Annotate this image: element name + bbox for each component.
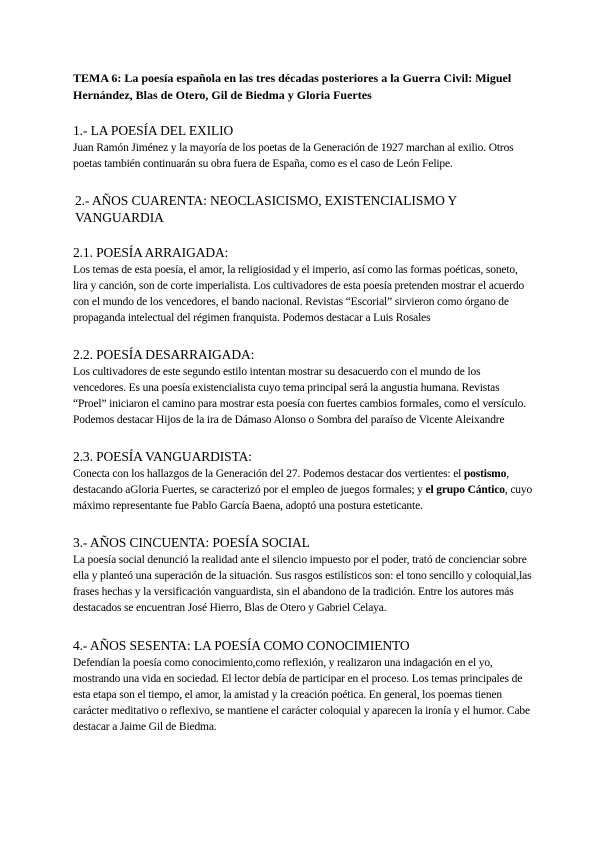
bold-term-postismo: postismo (463, 468, 507, 480)
section-poesia-conocimiento (73, 637, 533, 735)
section-paragraph: Los temas de esta poesía, el amor, la religiosidad y el imperio, así como las formas poéticas, soneto, lira y canción, son de corte imperialista. Los cultivadores de esta poesía pretenden mostrar el acuerdo con el mundo de los vencedores, el bando nacional. Revistas “Escorial” sirvieron como órgano de propaganda intelectual del régimen franquista. Podemos destacar a Luis Rosales (73, 264, 525, 324)
section-heading: 2.2. POESÍA DESARRAIGADA: (73, 347, 255, 362)
section-heading: 4.- AÑOS SESENTA: LA POESÍA COMO CONOCIMIENTO (73, 638, 410, 653)
section-paragraph: Los cultivadores de este segundo estilo intentan mostrar su desacuerdo con el mundo de los vencedores. Es una poesía existencialista cuyo tema principal será la angustia humana. Revistas “Proel” iniciaron el camino para mostrar esta poesía con fuertes cambios formales, como el versículo. Podemos destacar Hijos de la ira de Dámaso Alonso o Sombra del paraíso de Vicente Aleixandre (73, 366, 526, 426)
paragraph-text: Conecta con los hallazgos de la Generación del 27. Podemos destacar dos vertientes: el (73, 468, 464, 480)
section-poesia-desarraigada (73, 346, 533, 428)
document-page (73, 70, 533, 735)
section-paragraph (73, 466, 533, 514)
document-title: TEMA 6: La poesía española en las tres décadas posteriores a la Guerra Civil: Miguel Hernández, Blas de Otero, Gil de Biedma y Gloria Fuertes (73, 71, 512, 102)
section-heading: 2.1. POESÍA ARRAIGADA: (73, 245, 229, 260)
paragraph-text: , destacando aGloria Fuertes, se caracterizó por el empleo de juegos formales; y (73, 468, 509, 496)
section-paragraph: Defendían la poesía como conocimiento,como reflexión, y realizaron una indagación en el yo, mostrando una vida en sociedad. El lector debía de participar en el proceso. Los temas principales de esta etapa son el tiempo, el amor, la amistad y la creación poética. En general, los poemas tienen carácter meditativo o reflexivo, se mantiene el carácter coloquial y aparecen la ironía y el humor. Cabe destacar a Jaime Gil de Biedma. (73, 657, 530, 733)
bold-term-grupo-cantico: el grupo Cántico (425, 484, 505, 496)
section-heading: 2.3. POESÍA VANGUARDISTA: (73, 449, 252, 464)
section-heading: 3.- AÑOS CINCUENTA: POESÍA SOCIAL (73, 535, 310, 550)
section-poesia-vanguardista (73, 448, 533, 514)
section-paragraph: Juan Ramón Jiménez y la mayoría de los poetas de la Generación de 1927 marchan al exilio. Otros poetas también continuarán su obra fuera de España, como es el caso de León Felipe. (73, 142, 514, 170)
section-anos-cuarenta (73, 192, 533, 226)
section-poesia-arraigada (73, 244, 533, 326)
section-exilio (73, 122, 533, 172)
paragraph-text: , cuyo máximo representante fue Pablo García Baena, adoptó una postura esteticante. (73, 484, 533, 512)
section-paragraph: La poesía social denunció la realidad ante el silencio impuesto por el poder, trató de concienciar sobre ella y planteó una superación de la situación. Sus rasgos estilísticos son: el tono sencillo y coloquial,las frases hechas y la versificación vanguardista, sin el abandono de la tradición. Entre los autores más destacados se encuentran José Hierro, Blas de Otero y Gabriel Celaya. (73, 554, 532, 614)
section-heading: 2.- AÑOS CUARENTA: NEOCLASICISMO, EXISTENCIALISMO Y VANGUARDIA (75, 193, 457, 225)
section-heading: 1.- LA POESÍA DEL EXILIO (73, 123, 234, 138)
section-poesia-social (73, 534, 533, 616)
